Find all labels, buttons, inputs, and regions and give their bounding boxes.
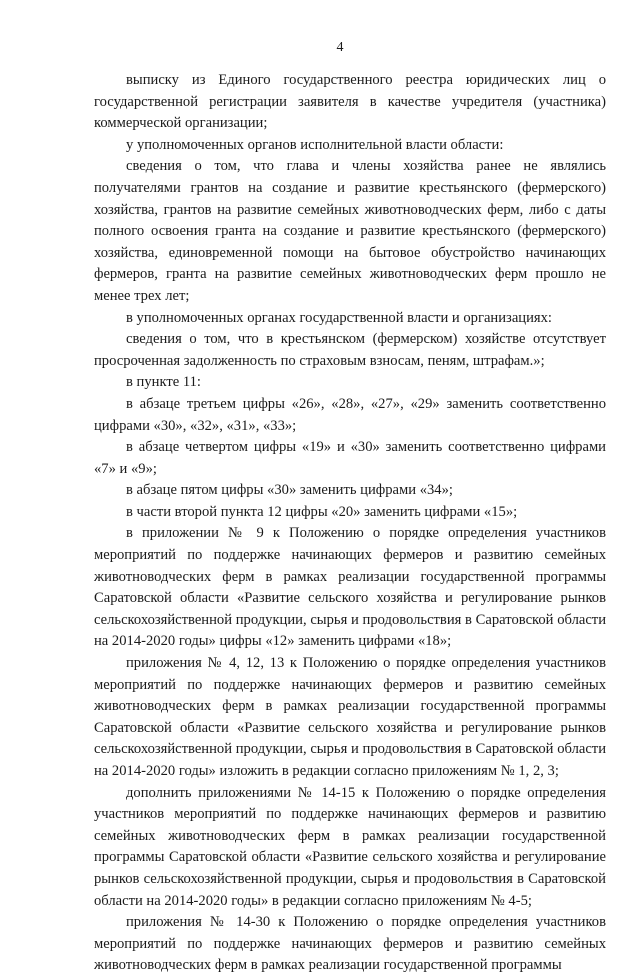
paragraph-grants-info: сведения о том, что глава и члены хозяйства ранее не являлись получателями грантов на создание и развитие крестьянского (фермерского) хозяйства, грантов на развитие семейных животноводческих ферм, либо с даты полного освоения гранта на создание и развитие крестьянского (фермерского) хозяйства, единовременной помощи на бытовое обустройство начинающих фермеров, гранта на развитие семейных животноводческих ферм прошло не менее трех лет; [94, 158, 606, 304]
paragraph-clause-11: в пункте 11: [126, 374, 201, 391]
paragraph-appendices-14-30: приложения № 14-30 к Положению о порядке определения участников мероприятий по поддержке начинающих фермеров и развитию семейных животноводческих ферм в рамках реализации государственной программы [94, 914, 606, 974]
paragraph-fifth-subclause: в абзаце пятом цифры «30» заменить цифрами «34»; [126, 482, 453, 499]
document-body [94, 70, 606, 977]
paragraph-debt-info: сведения о том, что в крестьянском (фермерском) хозяйстве отсутствует просроченная задолженность по страховым взносам, пеням, штрафам.»; [94, 331, 606, 369]
paragraph-appendices-4-12-13: приложения № 4, 12, 13 к Положению о порядке определения участников мероприятий по поддержке начинающих фермеров и развитию семейных животноводческих ферм в рамках реализации государственной программы Саратовской области «Развитие сельского хозяйства и регулирование рынков сельскохозяйственной продукции, сырья и продовольствия в Саратовской области на 2014-2020 годы» изложить в редакции согласно приложениям № 1, 2, 3; [94, 655, 606, 779]
paragraph-third-subclause: в абзаце третьем цифры «26», «28», «27», «29» заменить соответственно цифрами «30», «32», «31», «33»; [94, 395, 606, 434]
paragraph-add-appendices-14-15: дополнить приложениями № 14-15 к Положению о порядке определения участников мероприятий по поддержке начинающих фермеров и развитию семейных животноводческих ферм в рамках реализации государственной программы Саратовской области «Развитие сельского хозяйства и регулирование рынков сельскохозяйственной продукции, сырья и продовольствия в Саратовской области на 2014-2020 годы» в редакции согласно приложениям № 4-5; [94, 784, 606, 909]
paragraph-appendix-9: в приложении № 9 к Положению о порядке определения участников мероприятий по поддержке начинающих фермеров и развитию семейных животноводческих ферм в рамках реализации государственной программы Саратовской области «Развитие сельского хозяйства и регулирование рынков сельскохозяйственной продукции, сырья и продовольствия в Саратовской области на 2014-2020 годы» цифры «12» заменить цифрами «18»; [94, 525, 606, 650]
paragraph-state-authorities: в уполномоченных органах государственной власти и организациях: [126, 309, 552, 326]
page-number: 4 [336, 40, 344, 55]
paragraph-clause-12: в части второй пункта 12 цифры «20» заменить цифрами «15»; [126, 503, 518, 520]
paragraph-fourth-subclause: в абзаце четвертом цифры «19» и «30» заменить соответственно цифрами «7» и «9»; [94, 439, 606, 477]
paragraph-extract-registry: выписку из Единого государственного реестра юридических лиц о государственной регистрации заявителя в качестве учредителя (участника) коммерческой организации; [94, 72, 606, 132]
paragraph-executive-authorities: у уполномоченных органов исполнительной власти области: [126, 136, 504, 153]
